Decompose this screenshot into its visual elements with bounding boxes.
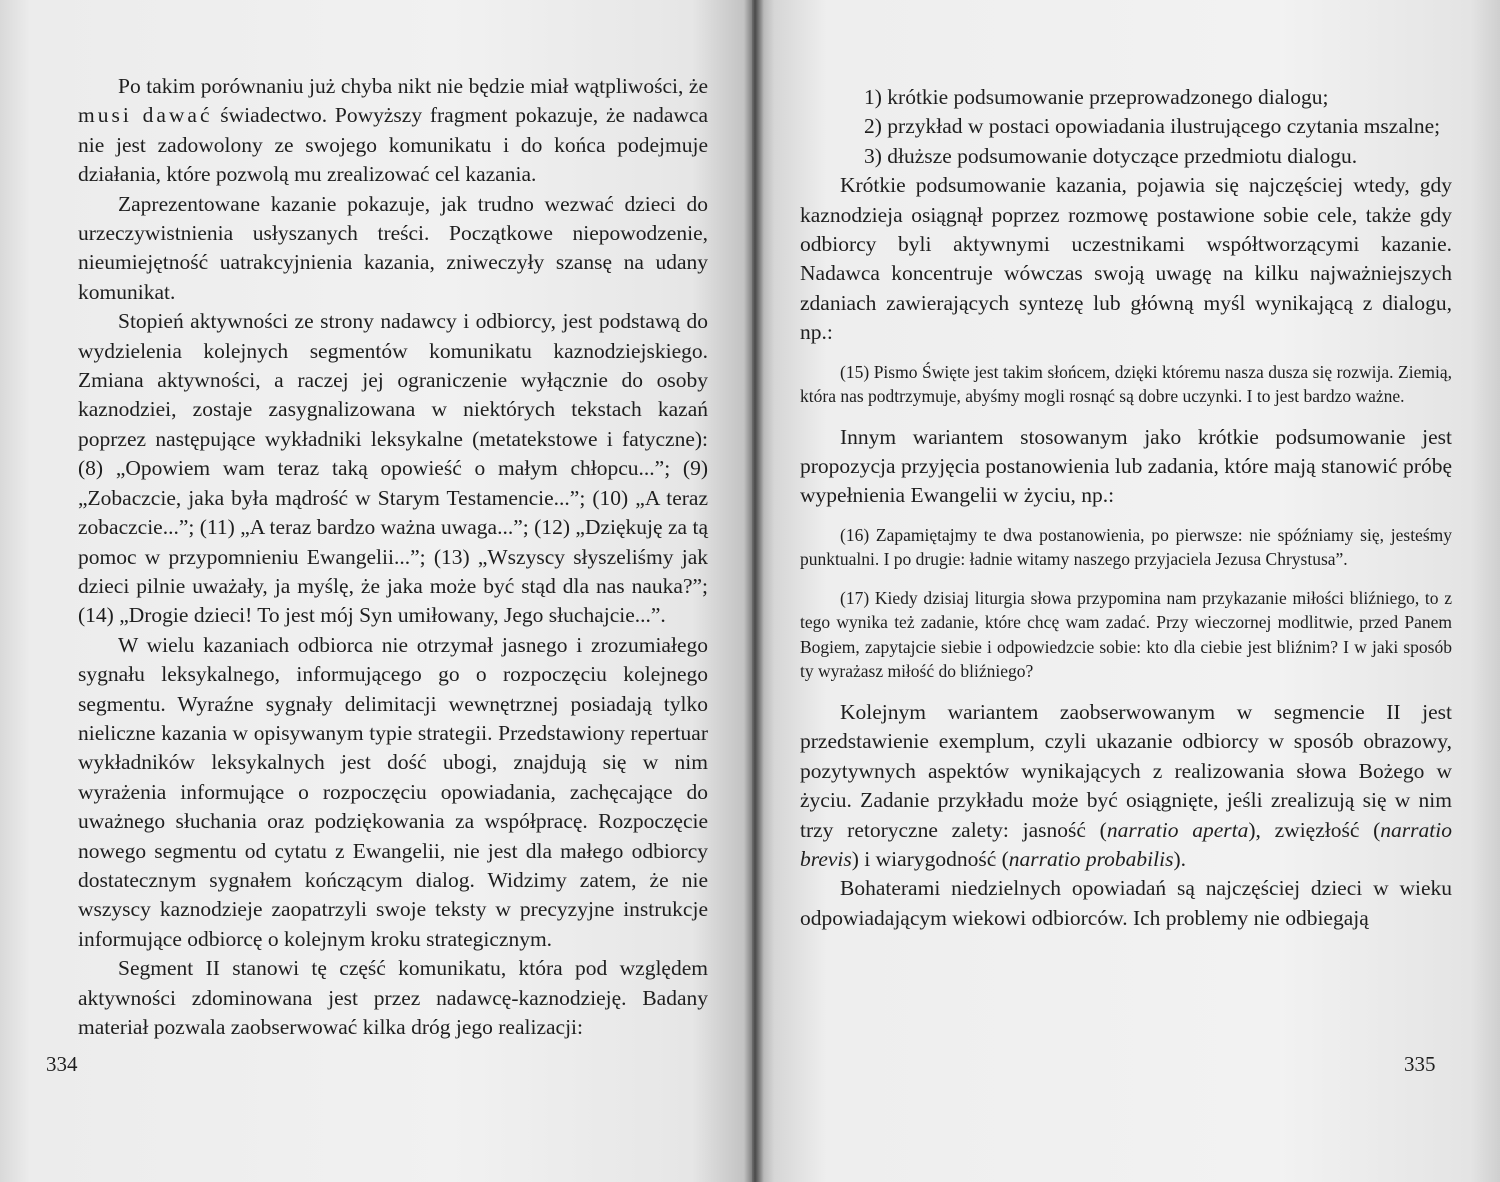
paragraph: Krótkie podsumowanie kazania, pojawia się najczęściej wtedy, gdy kaznodzieja osiągnął poprzez rozmowę postawione sobie cele, także gdy odbiorcy byli aktywnymi uczestnikami współtworzącymi kazanie. Nadawca koncentruje wówczas swoją uwagę na kilku najważniejszych zdaniach zawierających syntezę lub główną myśl wynikającą z dialogu, np.:: [800, 173, 1452, 345]
paragraph: Innym wariantem stosowanym jako krótkie podsumowanie jest propozycja przyjęcia postanowienia lub zadania, które mają stanowić próbę wypełnienia Ewangelii w życiu, np.:: [800, 424, 1452, 508]
right-page: [752, 0, 1500, 1182]
paragraph: [800, 698, 1452, 874]
text-run: świadectwo. Powyższy fragment pokazuje, że nadawca nie jest zadowolony ze swojego komunikatu i do końca podejmuje działania, które pozwolą mu zrealizować cel kazania.: [78, 103, 708, 187]
page-number: 334: [46, 1052, 78, 1076]
right-page-text: [800, 83, 1452, 933]
text-run: ).: [1173, 846, 1186, 871]
paragraph: [78, 72, 708, 190]
latin-term: narratio brevis: [800, 817, 1452, 871]
text-run: ) i wiarygodność (: [851, 846, 1009, 871]
paragraph: Stopień aktywności ze strony nadawcy i odbiorcy, jest podstawą do wydzielenia kolejnych segmentów komunikatu kaznodziejskiego. Zmiana aktywności, a raczej jej ograniczenie wyłącznie do osoby kaznodziei, zostaje zasygnalizowana w niektórych tekstach kazań poprzez następujące wykładniki leksykalne (metatekstowe i fatyczne): (8) „Opowiem wam teraz taką opowieść o małym chłopcu...”; (9) „Zobaczcie, jaka była mądrość w Starym Testamencie...”; (10) „A teraz zobaczcie...”; (11) „A teraz bardzo ważna uwaga...”; (12) „Dziękuję za tą pomoc w przypomnieniu Ewangelii...”; (13) „Wszyscy słyszeliśmy jak dzieci pilnie uważały, ja myślę, że jaka może być stąd dla nas nauka?”; (14) „Drogie dzieci! To jest mój Syn umiłowany, Jego słuchajcie...”.: [78, 309, 708, 628]
text-run: ), zwięzłość (: [1248, 817, 1381, 842]
latin-term: narratio probabilis: [1008, 846, 1174, 871]
left-page-text: [78, 72, 708, 1042]
text-run: Kolejnym wariantem zaobserwowanym w segmencie II jest przedstawienie exemplum, czyli ukazanie odbiorcy w sposób obrazowy, pozytywnych aspektów wynikających z realizowania słowa Bożego w życiu. Zadanie przykładu może być osiągnięte, jeśli zrealizują się w nim trzy retoryczne zalety: jasność (: [800, 699, 1452, 842]
list-item: 3) dłuższe podsumowanie dotyczące przedmiotu dialogu.: [864, 143, 1358, 168]
paragraph: W wielu kazaniach odbiorca nie otrzymał jasnego i zrozumiałego sygnału leksykalnego, informującego go o rozpoczęciu kolejnego segmentu. Wyraźne sygnały delimitacji wewnętrznej posiadają tylko nieliczne kazania w opisywanym typie strategii. Przedstawiony repertuar wykładników leksykalnych jest dość ubogi, znajdują się w nim wyrażenia informujące o rozpoczęciu opowiadania, zachęcające do uważnego słuchania oraz podziękowania za współpracę. Rozpoczęcie nowego segmentu od cytatu z Ewangelii, nie jest dla małego odbiorcy dostatecznym sygnałem kończącym dialog. Widzimy zatem, że nie wszyscy kaznodzieje zaopatrzyli swoje teksty w precyzyjne instrukcje informujące odbiorcę o kolejnym kroku strategicznym.: [78, 632, 708, 951]
example-quote: (16) Zapamiętajmy te dwa postanowienia, po pierwsze: nie spóźniamy się, jesteśmy punktualni. I po drugie: ładnie witamy naszego przyjaciela Jezusa Chrystusa”.: [800, 524, 1452, 570]
paragraph: Segment II stanowi tę część komunikatu, która pod względem aktywności zdominowana jest przez nadawcę-kaznodzieję. Badany materiał pozwala zaobserwować kilka dróg jego realizacji:: [78, 956, 708, 1039]
page-number: 335: [1404, 1052, 1436, 1076]
spaced-emphasis: musi dawać: [78, 103, 213, 128]
latin-term: narratio aperta: [1106, 817, 1249, 842]
example-quote: (17) Kiedy dzisiaj liturgia słowa przypomina nam przykazanie miłości bliźniego, to z tego wynika też zadanie, które chcę wam zadać. Przy wieczornej modlitwie, przed Panem Bogiem, zapytajcie siebie i odpowiedzcie sobie: kto dla ciebie jest bliźnim? I w jaki sposób ty wyrażasz miłość do bliźniego?: [800, 587, 1452, 682]
list-item: 1) krótkie podsumowanie przeprowadzonego dialogu;: [864, 85, 1329, 109]
book-gutter-shadow: [744, 0, 764, 1182]
list-item: 2) przykład w postaci opowiadania ilustrującego czytania mszalne;: [864, 114, 1441, 139]
paragraph: Zaprezentowane kazanie pokazuje, jak trudno wezwać dzieci do urzeczywistnienia usłyszanych treści. Początkowe niepowodzenie, nieumiejętność uatrakcyjnienia kazania, zniweczyły szansę na udany komunikat.: [78, 191, 708, 304]
text-run: Po takim porównaniu już chyba nikt nie będzie miał wątpliwości, że: [118, 74, 708, 98]
example-quote: (15) Pismo Święte jest takim słońcem, dzięki któremu nasza dusza się rozwija. Ziemią, która nas podtrzymuje, abyśmy mogli rosnąć są dobre uczynki. I to jest bardzo ważne.: [800, 361, 1452, 407]
paragraph: Bohaterami niedzielnych opowiadań są najczęściej dzieci w wieku odpowiadającym wiekowi odbiorców. Ich problemy nie odbiegają: [800, 876, 1452, 930]
